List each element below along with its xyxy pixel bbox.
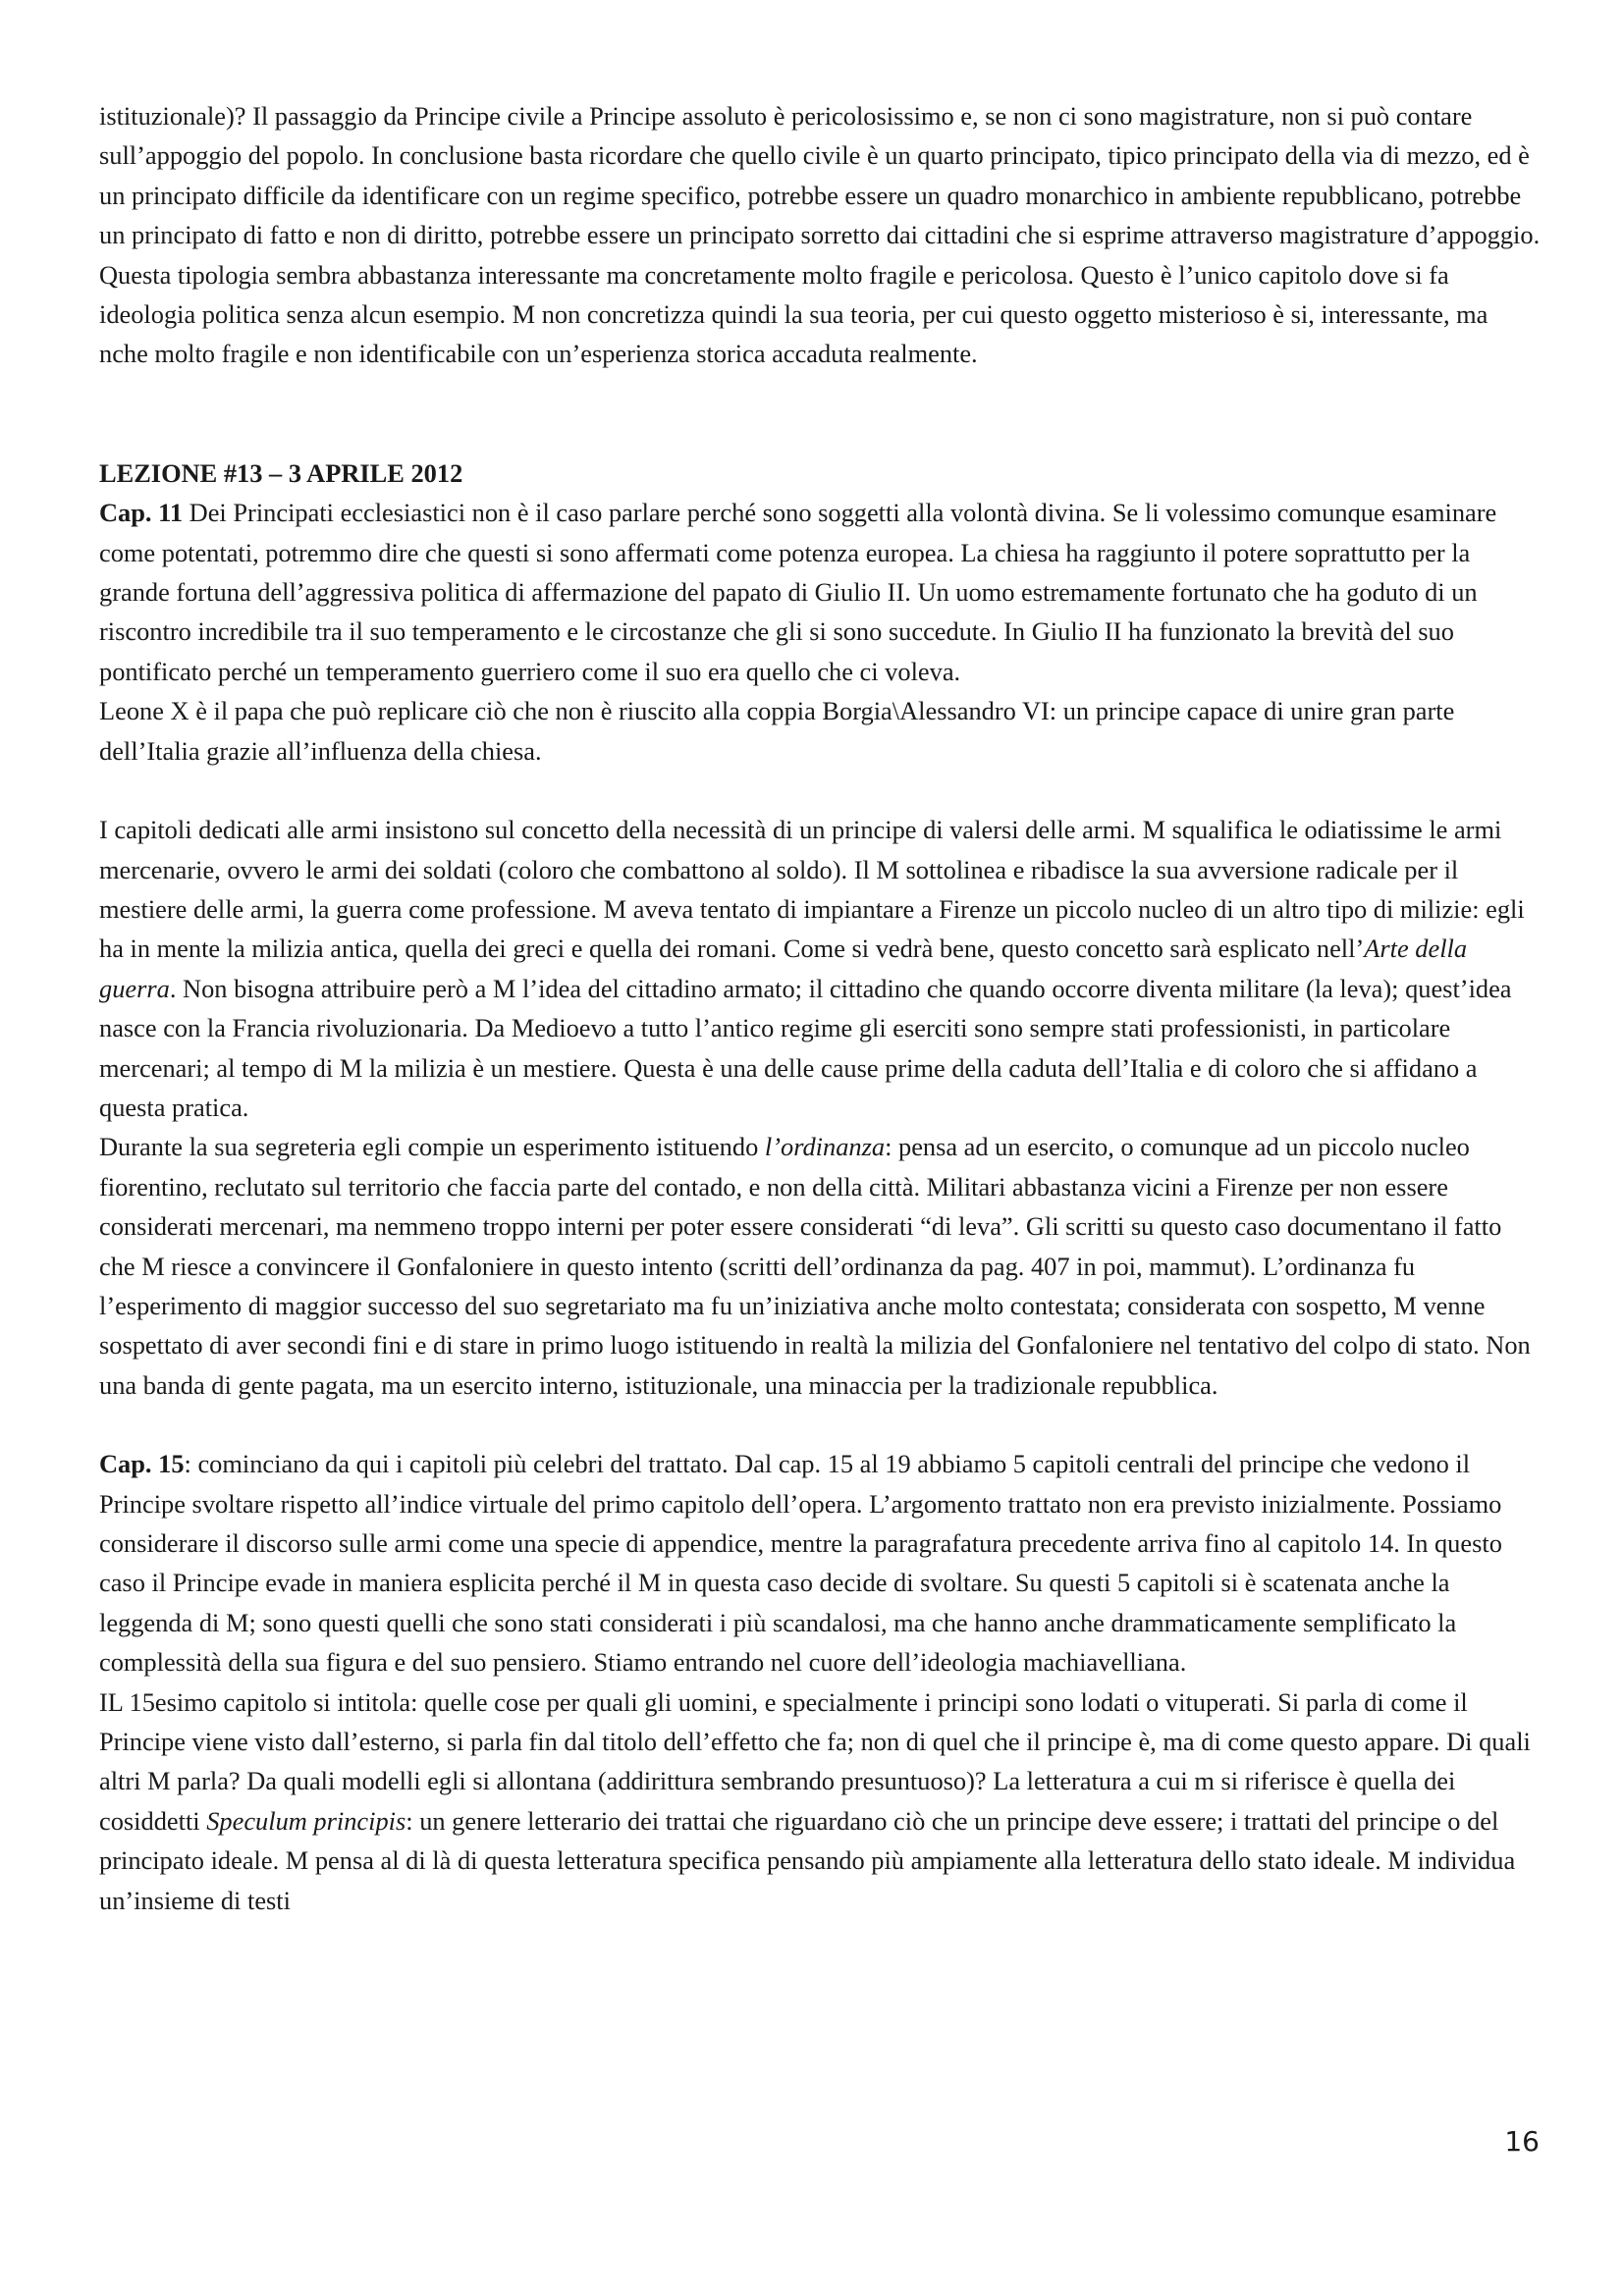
cap11-paragraph (99, 493, 1541, 691)
spacer (99, 1405, 1541, 1444)
cap15-label: Cap. 15 (99, 1449, 185, 1479)
cap11-text: Dei Principati ecclesiastici non è il caso parlare perché sono soggetti alla volontà divina. Se li volessimo comunque esaminare come potentati, potremmo dire che questi si sono affermati come potenza europea. La chiesa ha raggiunto il potere soprattutto per la grande fortuna dell’aggressiva politica di affermazione del papato di Giulio II. Un uomo estremamente fortunato che ha goduto di un riscontro incredibile tra il suo temperamento e le circostanze che gli si sono succedute. In Giulio II ha funzionato la brevità del suo pontificato perché un temperamento guerriero come il suo era quello che ci voleva. (99, 498, 1497, 686)
cap15-paragraph (99, 1444, 1541, 1682)
spacer (99, 374, 1541, 454)
speculum-principis-term: Speculum principis (206, 1805, 406, 1836)
armi-paragraph (99, 810, 1541, 1127)
ordinanza-text-before: Durante la sua segreteria egli compie un esperimento istituendo (99, 1132, 765, 1162)
ordinanza-term: l’ordinanza (764, 1132, 886, 1162)
il15-text-before: IL 15esimo capitolo si intitola: quelle cose per quali gli uomini, e specialmente i principi sono lodati o vituperati. Si parla di come il Principe viene visto dall’esterno, si parla fin dal titolo dell’effetto che fa; non di quel che il principe è, ma di come questo appare. Di quali altri M parla? Da quali modelli egli si allontana (addirittura sembrando presuntuoso)? La letteratura a cui m si riferisce è quella dei cosiddetti (99, 1686, 1531, 1836)
arte-della-guerra-title: Arte della guerra (99, 934, 1468, 1003)
ordinanza-text-after: : pensa ad un esercito, o comunque ad un piccolo nucleo fiorentino, reclutato sul territorio che faccia parte del contado, e non della città. Militari abbastanza vicini a Firenze per non essere considerati mercenari, ma nemmeno troppo interni per poter essere considerati “di leva”. Gli scritti su questo caso documentano il fatto che M riesce a convincere il Gonfaloniere in questo intento (scritti dell’ordinanza da pag. 407 in poi, mammut). L’ordinanza fu l’esperimento di maggior successo del suo segretariato ma fu un’iniziativa anche molto contestata; considerata con sospetto, M venne sospettato di aver secondi fini e di stare in primo luogo istituendo in realtà la milizia del Gonfaloniere nel tentativo del colpo di stato. Non una banda di gente pagata, ma un esercito interno, istituzionale, una minaccia per la tradizionale repubblica. (99, 1132, 1531, 1400)
lesson-heading: LEZIONE #13 – 3 APRILE 2012 (99, 457, 463, 488)
cap15-text: : cominciano da qui i capitoli più celebri del trattato. Dal cap. 15 al 19 abbiamo 5 capitoli centrali del principe che vedono il Principe svoltare rispetto all’indice virtuale del primo capitolo dell’opera. L’argomento trattato non era previsto inizialmente. Possiamo considerare il discorso sulle armi come una specie di appendice, mentre la paragrafatura precedente arriva fino al capitolo 14. In questo caso il Principe evade in maniera esplicita perché il M in questa caso decide di svoltare. Su questi 5 capitoli si è scatenata anche la leggenda di M; sono questi quelli che sono stati considerati i più scandalosi, ma che hanno anche drammaticamente semplificato la complessità della sua figura e del suo pensiero. Stiamo entrando nel cuore dell’ideologia machiavelliana. (99, 1449, 1502, 1678)
cap11-label: Cap. 11 (99, 498, 184, 528)
armi-text-after: . Non bisogna attribuire però a M l’idea del cittadino armato; il cittadino che quando occorre diventa militare (la leva); quest’idea nasce con la Francia rivoluzionaria. Da Medioevo a tutto l’antico regime gli eserciti sono sempre stati professionisti, in particolare mercenari; al tempo di M la milizia è un mestiere. Questa è una delle cause prime della caduta dell’Italia e di coloro che si affidano a questa pratica. (99, 973, 1512, 1122)
il15-paragraph (99, 1682, 1541, 1920)
leone-paragraph: Leone X è il papa che può replicare ciò che non è riuscito alla coppia Borgia\Alessandro VI: un principe capace di unire gran parte dell’Italia grazie all’influenza della chiesa. (99, 696, 1455, 766)
page-number: 16 (1504, 2125, 1540, 2158)
il15-text-after: : un genere letterario dei trattai che riguardano ciò che un principe deve essere; i trattati del principe o del principato ideale. M pensa al di là di questa letteratura specifica pensando più ampiamente alla letteratura dello stato ideale. M individua un’insieme di testi (99, 1805, 1516, 1915)
spacer (99, 771, 1541, 810)
ordinanza-paragraph (99, 1127, 1541, 1405)
armi-text-before: I capitoli dedicati alle armi insistono sul concetto della necessità di un principe di valersi delle armi. M squalifica le odiatissime le armi mercenarie, ovvero le armi dei soldati (coloro che combattono al soldo). Il M sottolinea e ribadisce la sua avversione radicale per il mestiere delle armi, la guerra come professione. M aveva tentato di impiantare a Firenze un piccolo nucleo di un altro tipo di milizie: egli ha in mente la milizia antica, quella dei greci e quella dei romani. Come si vedrà bene, questo concetto sarà esplicato nell’ (99, 815, 1525, 964)
document-body (99, 96, 1541, 1920)
intro-paragraph: istituzionale)? Il passaggio da Principe civile a Principe assoluto è pericolosissimo e, se non ci sono magistrature, non si può contare sull’appoggio del popolo. In conclusione basta ricordare che quello civile è un quarto principato, tipico principato della via di mezzo, ed è un principato difficile da identificare con un regime specifico, potrebbe essere un quadro monarchico in ambiente repubblicano, potrebbe un principato di fatto e non di diritto, potrebbe essere un principato sorretto dai cittadini che si esprime attraverso magistrature d’appoggio. Questa tipologia sembra abbastanza interessante ma concretamente molto fragile e pericolosa. Questo è l’unico capitolo dove si fa ideologia politica senza alcun esempio. M non concretizza quindi la sua teoria, per cui questo oggetto misterioso è si, interessante, ma nche molto fragile e non identificabile con un’esperienza storica accaduta realmente. (99, 101, 1541, 369)
